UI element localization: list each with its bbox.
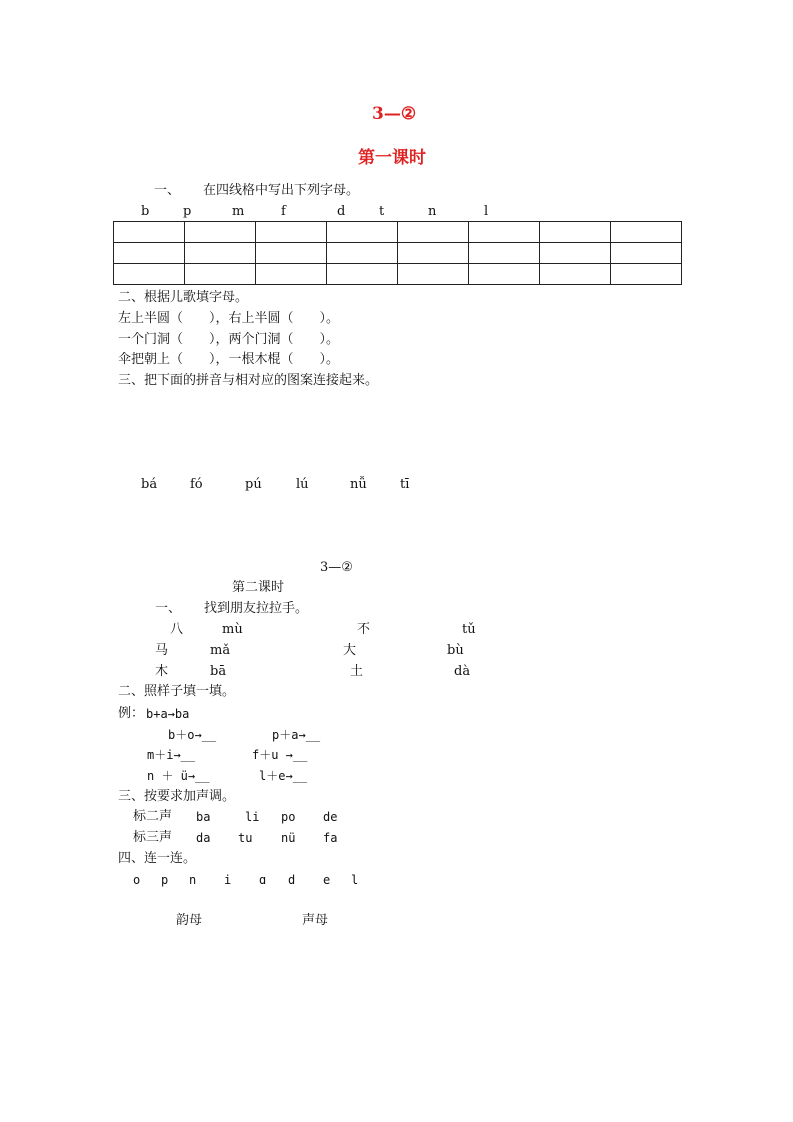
lesson-number-title: 3—② [372,104,417,124]
tone-item: da [196,831,211,845]
match-item: 马 [155,643,169,658]
s2-q4-title: 四、连一连。 [118,851,197,866]
s2-q1-instruction: 找到朋友拉拉手。 [204,601,309,616]
tone-item: ba [196,810,211,824]
connect-letter: i [224,873,232,887]
q2-title: 二、根据儿歌填字母。 [118,290,249,305]
s2-q3-title: 三、按要求加声调。 [118,789,236,804]
fill-item: l＋e→__ [259,769,308,783]
letter-b: b [141,204,150,219]
fill-item: m＋i→__ [147,748,196,762]
tone-row-label: 标二声 [133,809,173,824]
lesson-number-title-2: 3—② [320,560,353,575]
match-item: 土 [350,664,364,679]
match-item: 木 [155,664,169,679]
connect-letter: n [189,873,197,887]
grid-row [114,222,682,243]
fill-item: n ＋ ü→__ [147,769,210,783]
letter-t: t [379,204,385,219]
fill-item: p＋a→__ [272,728,321,742]
tone-row-label: 标三声 [133,830,173,845]
letter-d: d [337,204,346,219]
match-item: mǎ [210,643,231,658]
pinyin-nv: nǚ [350,477,367,492]
q3-title: 三、把下面的拼音与相对应的图案连接起来。 [118,373,379,388]
match-item: 八 [170,622,184,637]
tone-item: po [281,810,296,824]
pinyin-ba: bá [141,477,158,492]
tone-item: fa [323,831,338,845]
s2-q1-number: 一、 [155,601,182,616]
match-item: mù [222,622,243,637]
connect-letter: e [323,873,331,887]
rhyme-line-2: 一个门洞（ ），两个门洞（ ）。 [118,332,340,347]
connect-letter: ɑ [259,873,267,887]
fill-item: f＋u →__ [252,748,308,762]
letter-m: m [232,204,245,219]
grid-row [114,264,682,285]
connect-letter: l [351,873,359,887]
rhyme-line-3: 伞把朝上（ ），一根木棍（ ）。 [118,352,340,367]
fill-item: b＋o→__ [168,728,217,742]
four-line-grid [113,221,682,285]
second-lesson-title: 第二课时 [232,580,285,595]
pinyin-ti: tī [400,477,410,492]
s2-q2-title: 二、照样子填一填。 [118,684,236,699]
example-formula: b+a→ba [146,707,190,721]
letter-f: f [281,204,286,219]
group-finals: 韵母 [176,913,203,928]
first-lesson-title: 第一课时 [358,148,426,168]
match-item: bā [210,664,227,679]
grid-row [114,243,682,264]
connect-letter: d [288,873,296,887]
match-item: bù [447,643,464,658]
tone-item: tu [238,831,253,845]
letter-n: n [428,204,437,219]
tone-item: de [323,810,338,824]
connect-letter: o [133,873,141,887]
pinyin-fo: fó [190,477,203,492]
q1-number: 一、 [154,183,181,198]
connect-letter: p [161,873,169,887]
example-label: 例： [118,706,145,721]
pinyin-lu: lú [296,477,309,492]
match-item: dà [454,664,471,679]
rhyme-line-1: 左上半圆（ ），右上半圆（ ）。 [118,311,340,326]
pinyin-pu: pú [245,477,262,492]
group-initials: 声母 [302,913,329,928]
tone-item: li [245,810,260,824]
q1-instruction: 在四线格中写出下列字母。 [203,183,360,198]
match-item: tǔ [462,622,476,637]
tone-item: nü [281,831,296,845]
match-item: 大 [343,643,357,658]
letter-p: p [183,204,192,219]
match-item: 不 [357,622,371,637]
letter-l: l [484,204,489,219]
